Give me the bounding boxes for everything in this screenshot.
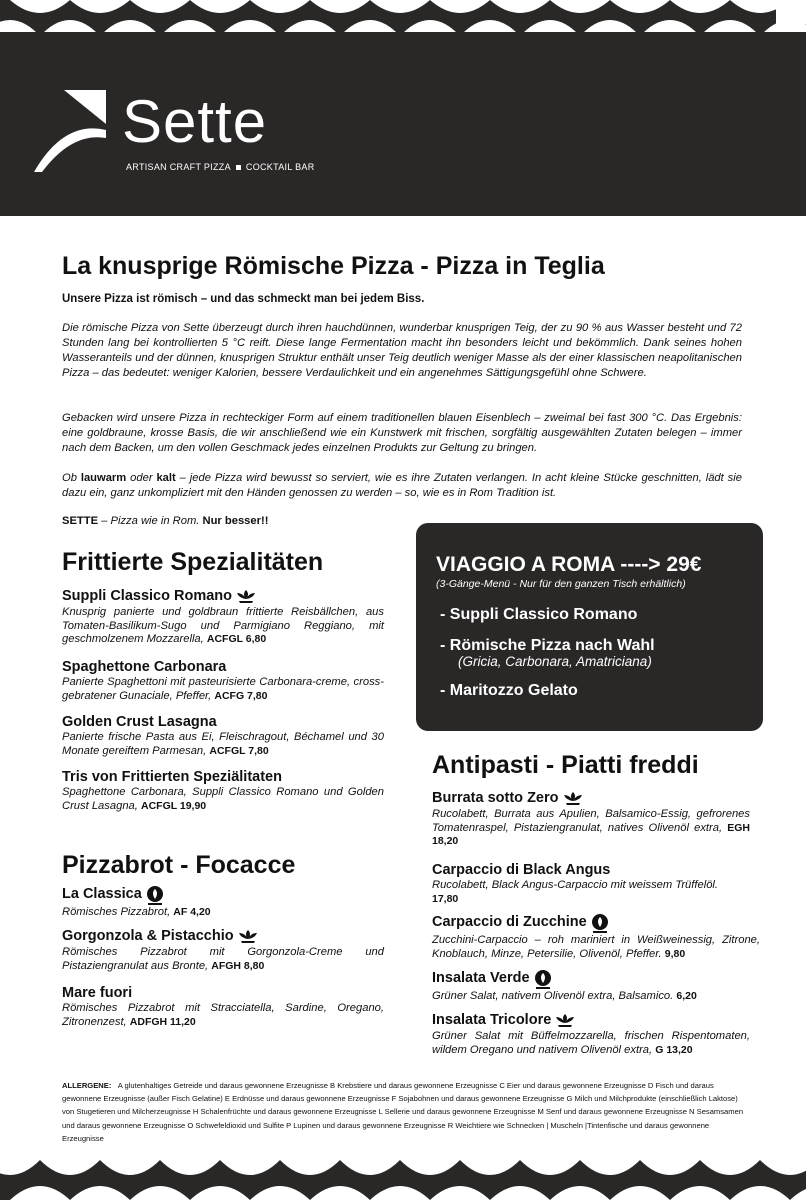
- menu-item: Burrata sotto Zero Rucolabett, Burrata aus Apulien, Balsamico-Essig, gefrorenes Tomatenraspel, Pistaziengranulat, natives Olivenöl extra, EGH 18,20: [432, 790, 750, 847]
- intro-paragraph-3: Ob lauwarm oder kalt – jede Pizza wird bewusst so serviert, wie es ihre Zutaten verlangen. In acht kleine Stücke geschnitten, lädt sie dazu ein, ganz unkompliziert mit den Händen genossen zu werden – so, wie es in Rom Tradition ist.: [62, 472, 742, 499]
- vegan-icon: [534, 970, 552, 990]
- menu-item: Carpaccio di Black Angus Rucolabett, Black Angus-Carpaccio mit weissem Trüffelöl. 17,80: [432, 862, 719, 905]
- intro-paragraph-1: Die römische Pizza von Sette überzeugt durch ihren hauchdünnen, wunderbar knusprigen Teig, der zu 90 % aus Wasser besteht und 72 Stunden lang bei kontrollierten 5 °C reift. Diese lange Fermentation macht ihn besonders leicht und bekömmlich. Dank seines hohen Wasseranteils und der dünnen, knusprigen Struktur enthält unser Teig deutlich weniger Masse als der einer klassischen neapolitanischen Pizza – das bedeutet: weniger Kalorien, bessere Verdaulichkeit und ein angenehmes Sättigungsgefühl ohne Schwere.: [62, 322, 742, 379]
- brand-tagline: [126, 162, 315, 172]
- leaf-icon: [555, 1012, 575, 1030]
- menu-item: Golden Crust Lasagna Panierte frische Pasta aus Ei, Fleischragout, Béchamel und 30 Monate gereiftem Parmesan, ACFGL 7,80: [62, 714, 384, 757]
- brand-name: Sette: [122, 88, 268, 155]
- section-heading-antipasti: Antipasti - Piatti freddi: [432, 751, 699, 779]
- menu-item: Carpaccio di Zucchine Zucchini-Carpaccio – roh mariniert in Weißweinessig, Zitrone, Knoblauch, Minze, Petersilie, Olivenöl, Pfeffer. 9,80: [432, 914, 760, 960]
- section-heading-fried: Frittierte Spezialitäten: [62, 548, 324, 576]
- top-pattern: [0, 0, 806, 36]
- section-heading-focacce: Pizzabrot - Focacce: [62, 851, 296, 879]
- set-menu-subtitle: (3-Gänge-Menü - Nur für den ganzen Tisch erhältlich): [436, 578, 686, 590]
- tagline-left: ARTISAN CRAFT PIZZA: [126, 162, 231, 172]
- allergen-legend: ALLERGENE: A glutenhaltiges Getreide und daraus gewonnene Erzeugnisse B Krebstiere und daraus gewonnene Erzeugnisse C Eier und daraus gewonnene Erzeugnisse D Fisch und daraus gewonnene Erzeugnisse (außer Fisch Gelatine) E Erdnüsse und daraus gewonnene Erzeugnisse F Sojabohnen und daraus gewonnene Erzeugnisse G Milch und Milchprodukte (einschließlich Laktose) von Stugetieren und Milcherzeugnisse H Schalenfrüchte und daraus gewonnene Erzeugnisse L Sellerie und daraus gewonnene Erzeugnisse M Senf und daraus gewonnene Erzeugnisse N Sesamsamen und daraus gewonnene Erzeugnisse O Schwefeldioxid und Sulfite P Lupinen und daraus gewonnene Erzeugnisse R Weichtiere wie Schnecken | Muscheln |Tintenfische und daraus gewonnene Erzeugnisse: [62, 1081, 744, 1143]
- menu-item: Insalata Tricolore Grüner Salat mit Büffelmozzarella, frischen Rispentomaten, wildem Oregano und nativem Olivenöl extra, G 13,20: [432, 1012, 750, 1056]
- set-menu-course: - Suppli Classico Romano: [440, 606, 638, 623]
- sette-logo-icon: [24, 90, 106, 172]
- vegan-icon: [591, 914, 609, 934]
- leaf-icon: [236, 588, 256, 606]
- leaf-icon: [563, 790, 583, 808]
- header-banner: [0, 32, 806, 216]
- set-menu-course: - Römische Pizza nach Wahl: [440, 637, 655, 654]
- tagline-separator: [236, 165, 241, 170]
- menu-item: Insalata Verde Grüner Salat, nativem Olivenöl extra, Balsamico. 6,20: [432, 970, 697, 1002]
- set-menu-course: - Maritozzo Gelato: [440, 682, 578, 699]
- menu-item: Mare fuori Römisches Pizzabrot mit Stracciatella, Sardine, Oregano, Zitronenzest, ADFGH 11,20: [62, 985, 384, 1028]
- menu-item: La Classica Römisches Pizzabrot, AF 4,20: [62, 886, 211, 918]
- set-menu-course-note: (Gricia, Carbonara, Amatriciana): [458, 654, 652, 669]
- intro-paragraph-2: Gebacken wird unsere Pizza in rechteckiger Form auf einem traditionellen blauen Eisenblech – zweimal bei fast 300 °C. Das Ergebnis: eine goldbraune, krosse Basis, die wir anschließend wie ein Kunstwerk mit frischen, sorgfältig ausgewählten Zutaten belegen – immer nach dem Backen, um den vollen Geschmack jedes einzelnen Produkts zur Geltung zu bringen.: [62, 412, 742, 454]
- bottom-pattern: [0, 1160, 806, 1200]
- menu-item: Spaghettone Carbonara Panierte Spaghettoni mit pasteurisierte Carbonara-creme, cross-gebratener Gunaciale, Pfeffer, ACFG 7,80: [62, 659, 384, 702]
- intro-lead: Unsere Pizza ist römisch – und das schmeckt man bei jedem Biss.: [62, 293, 425, 305]
- set-menu-title: VIAGGIO A ROMA ----> 29€: [436, 553, 702, 576]
- menu-item: Suppli Classico Romano Knusprig panierte und goldbraun frittierte Reisbällchen, aus Tomaten-Basilikum-Sugo und Parmigiano Reggiano, mit geschmolzenem Mozzarella, ACFGL 6,80: [62, 588, 384, 645]
- leaf-icon: [238, 928, 258, 946]
- tagline-right: COCKTAIL BAR: [245, 162, 315, 172]
- vegan-icon: [146, 886, 164, 906]
- page-title: La knusprige Römische Pizza - Pizza in Teglia: [62, 252, 605, 280]
- set-menu-box: [416, 523, 763, 731]
- motto: SETTE – Pizza wie in Rom. Nur besser!!: [62, 515, 269, 527]
- menu-item: Tris von Frittierten Speziälitaten Spaghettone Carbonara, Suppli Classico Romano und Golden Crust Lasagna, ACFGL 19,90: [62, 769, 384, 812]
- menu-item: Gorgonzola & Pistacchio Römisches Pizzabrot mit Gorgonzola-Creme und Pistaziengranulat aus Bronte, AFGH 8,80: [62, 928, 384, 972]
